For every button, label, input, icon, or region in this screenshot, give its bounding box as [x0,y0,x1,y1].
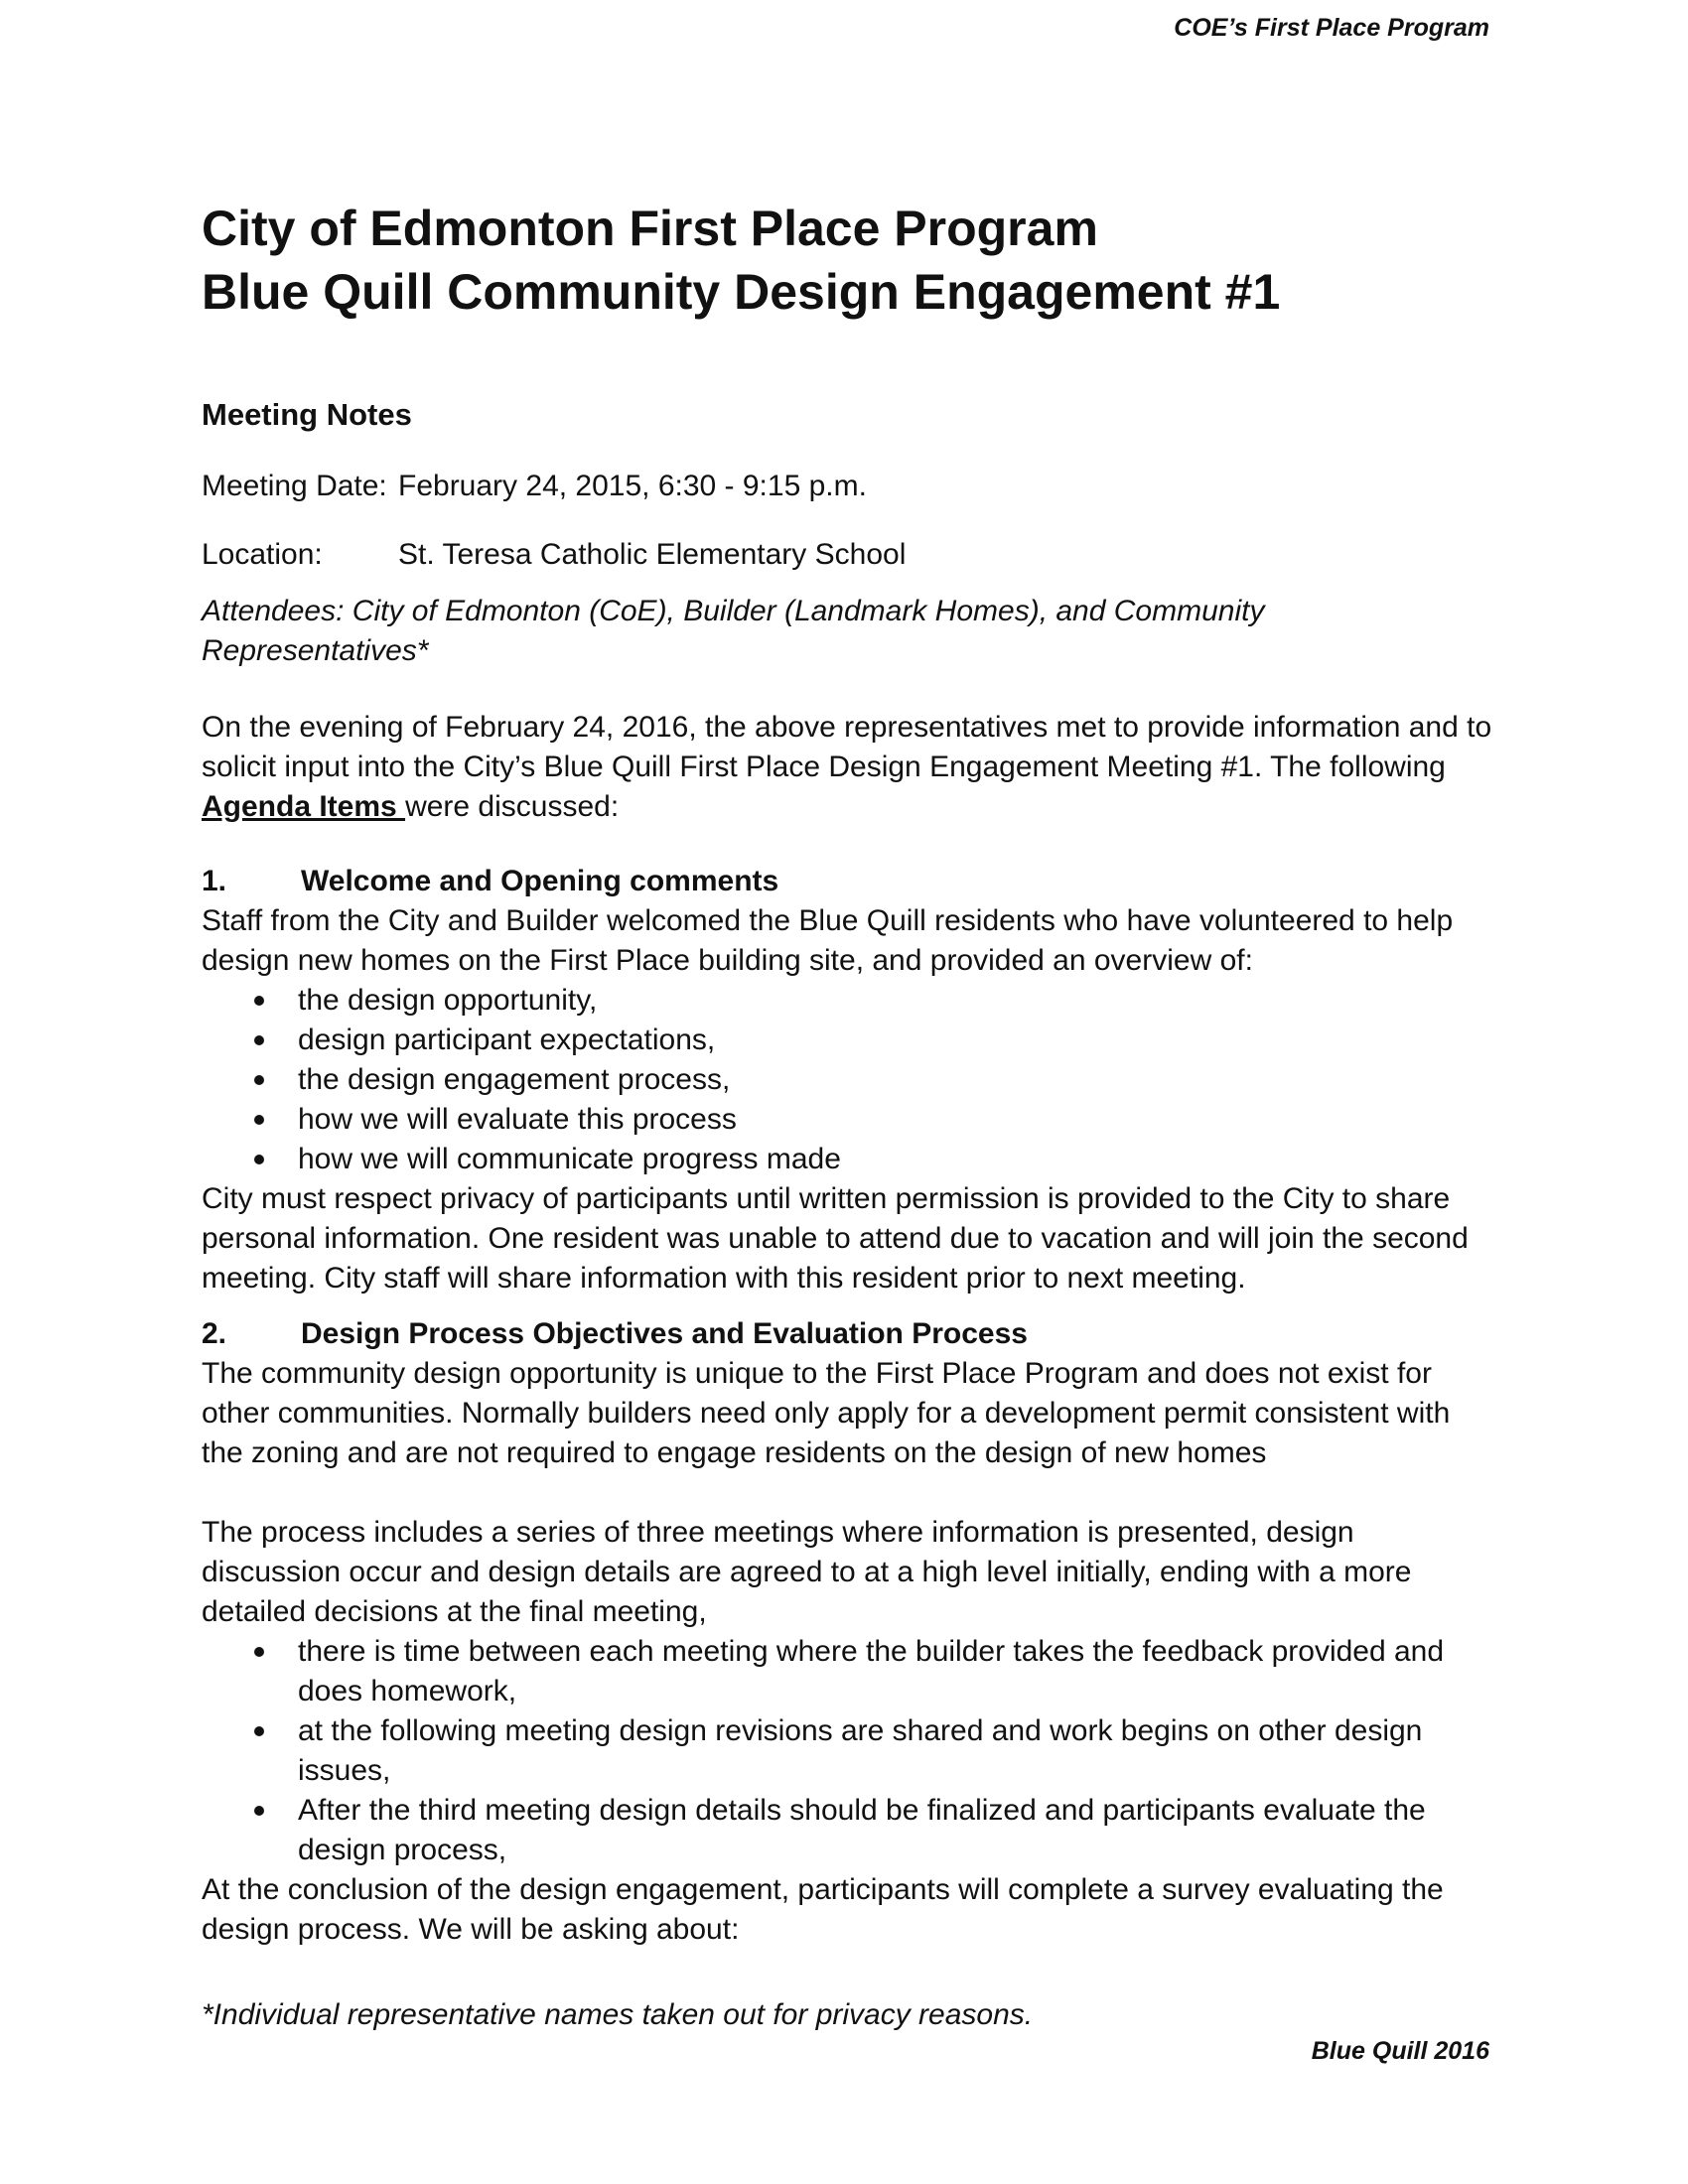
list-item-text: how we will communicate progress made [298,1143,841,1175]
intro-paragraph [202,708,1492,827]
section-1-heading [202,862,1492,901]
section-1-title: Welcome and Opening comments [301,865,779,897]
meeting-date-value: February 24, 2015, 6:30 - 9:15 p.m. [398,470,867,502]
bullet-icon [254,1155,264,1164]
meeting-notes-heading: Meeting Notes [202,397,412,432]
intro-text-before: On the evening of February 24, 2016, the above representatives met to provide information and to solicit input into the City’s Blue Quill First Place Design Engagement Meeting #1. The following [202,711,1492,783]
running-header: COE’s First Place Program [1174,14,1489,42]
section-2-lead: The community design opportunity is unique to the First Place Program and does not exist for other communities. Normally builders need only apply for a development permit consistent with the zoning and are not required to engage residents on the design of new homes [202,1357,1451,1469]
section-1-bullets [202,981,1492,1179]
list-item [202,1021,1492,1060]
document-body [202,197,1492,2031]
list-item-text: the design opportunity, [298,984,598,1017]
title-line-1: City of Edmonton First Place Program [202,201,1098,256]
bullet-icon [254,1115,264,1125]
list-item [202,1791,1492,1870]
section-2 [202,1314,1492,1950]
section-2-title: Design Process Objectives and Evaluation Process [301,1317,1028,1350]
list-item [202,981,1492,1021]
section-2-number: 2. [202,1317,227,1350]
list-item-text: there is time between each meeting where the builder takes the feedback provided and does homework, [298,1635,1445,1707]
privacy-footnote: *Individual representative names taken out for privacy reasons. [202,1998,1034,2031]
list-item [202,1060,1492,1100]
list-item-text: how we will evaluate this process [298,1103,737,1136]
bullet-icon [254,1726,264,1736]
bullet-icon [254,1075,264,1085]
bullet-icon [254,1647,264,1657]
list-item [202,1632,1492,1711]
list-item-text: the design engagement process, [298,1063,731,1096]
title-line-2: Blue Quill Community Design Engagement #1 [202,264,1281,320]
section-2-bullets [202,1632,1492,1870]
list-item-text: design participant expectations, [298,1024,716,1056]
section-2-paragraph-2: The process includes a series of three meetings where information is presented, design discussion occur and design details are agreed to at a high level initially, ending with a more detailed decisions at the final meeting, [202,1516,1412,1628]
meeting-date-row [202,470,867,503]
location-value: St. Teresa Catholic Elementary School [398,538,907,571]
running-footer: Blue Quill 2016 [1311,2037,1489,2065]
list-item-text: After the third meeting design details should be finalized and participants evaluate the design process, [298,1794,1426,1866]
section-1-number: 1. [202,865,227,897]
list-item-text: at the following meeting design revisions are shared and work begins on other design issues, [298,1714,1423,1787]
section-1-closing: City must respect privacy of participants until written permission is provided to the City to share personal information. One resident was unable to attend due to vacation and will join the second meeting. City staff will share information with this resident prior to next meeting. [202,1182,1469,1295]
list-item [202,1100,1492,1140]
intro-text-after: were discussed: [405,790,620,823]
list-item [202,1711,1492,1791]
agenda-items-label: Agenda Items [202,790,406,823]
location-row [202,538,906,572]
meeting-date-label: Meeting Date: [202,470,387,502]
section-1-lead: Staff from the City and Builder welcomed the Blue Quill residents who have volunteered to help design new homes on the First Place building site, and provided an overview of: [202,904,1454,977]
section-1 [202,862,1492,1298]
location-label: Location: [202,538,323,571]
section-2-heading [202,1314,1492,1354]
bullet-icon [254,1035,264,1045]
attendees-line: Attendees: City of Edmonton (CoE), Builder (Landmark Homes), and Community Representatives* [202,595,1265,667]
bullet-icon [254,996,264,1006]
list-item [202,1140,1492,1179]
bullet-icon [254,1806,264,1816]
section-2-closing: At the conclusion of the design engagement, participants will complete a survey evaluating the design process. We will be asking about: [202,1873,1444,1946]
